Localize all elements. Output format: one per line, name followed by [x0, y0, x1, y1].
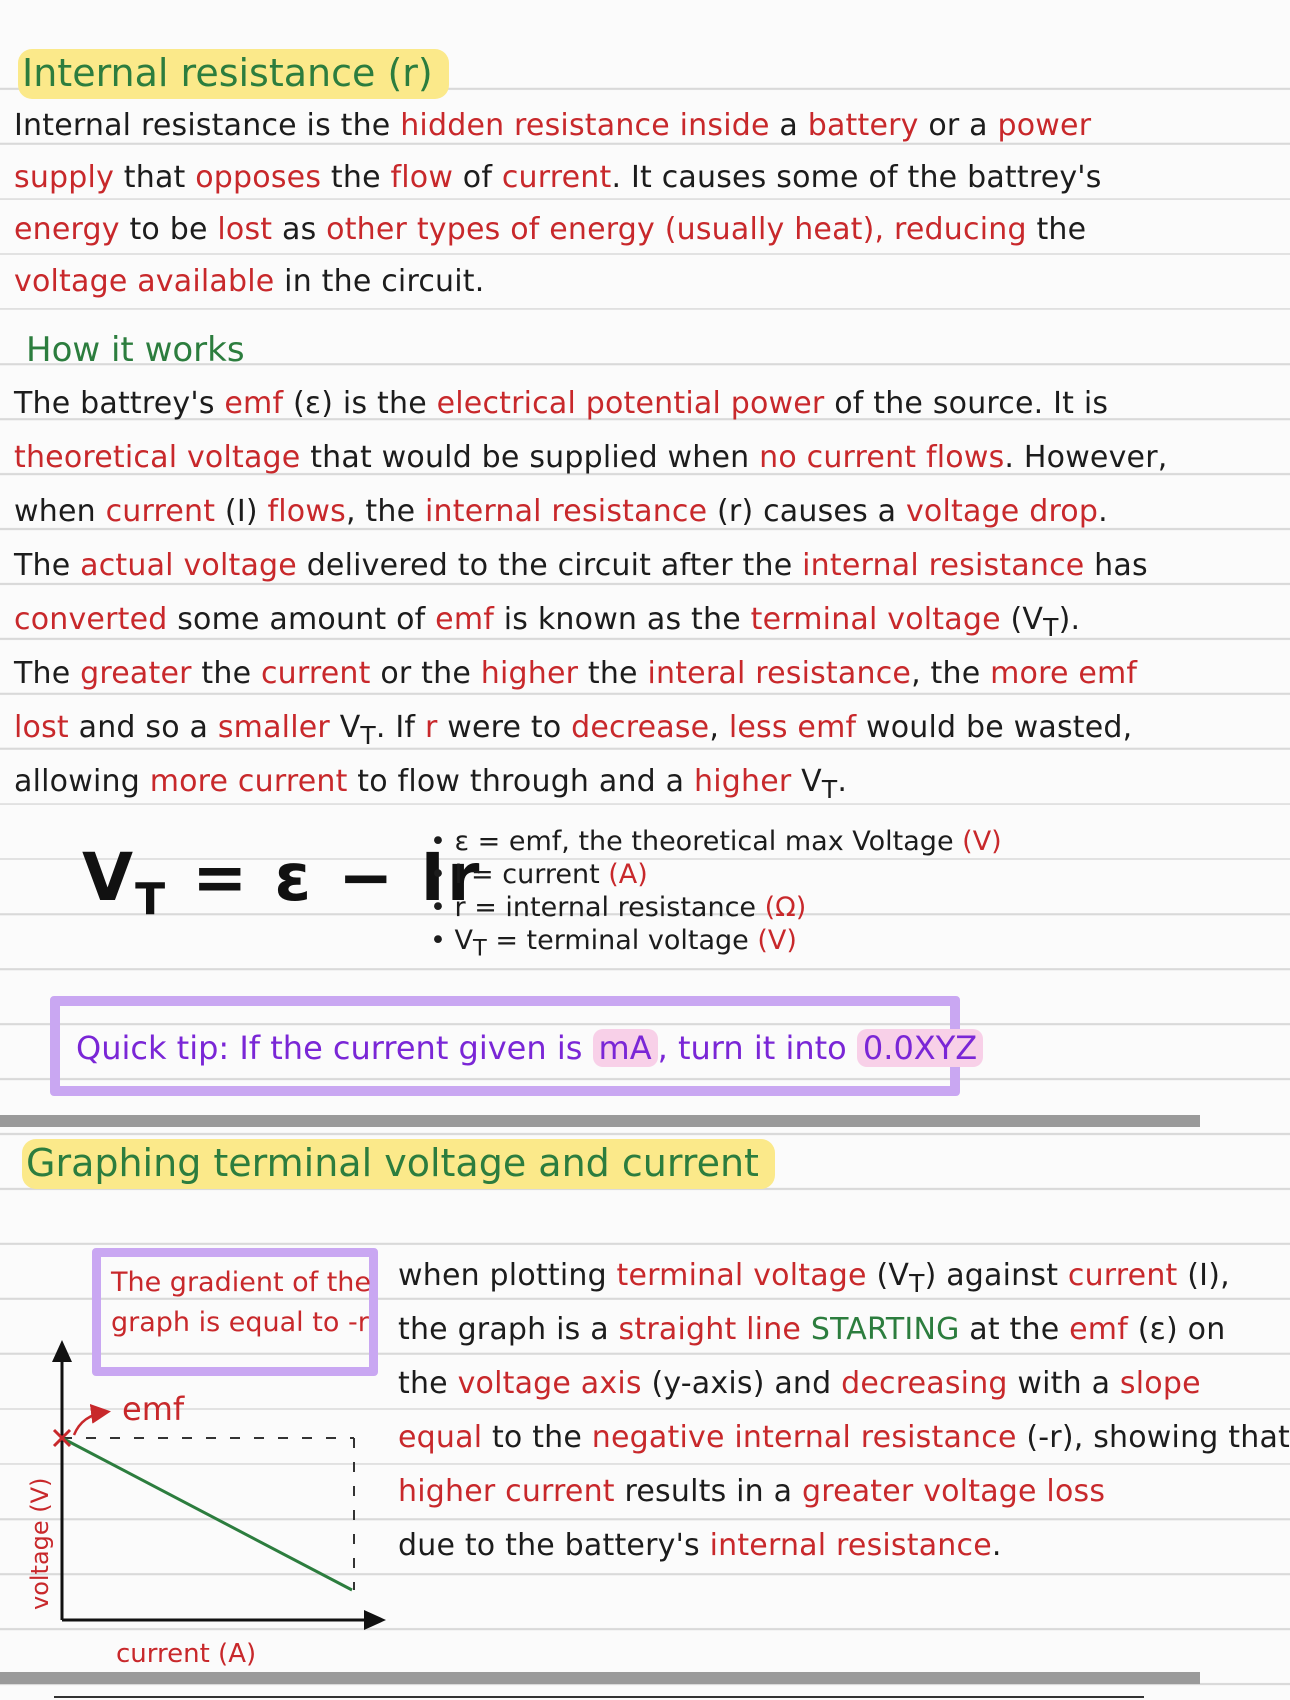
text-run: (ε) is the	[283, 386, 437, 421]
text-line	[398, 1418, 1290, 1458]
key-term: current	[1067, 1258, 1178, 1293]
section-divider	[0, 1672, 1200, 1684]
definition-text: • V	[430, 925, 473, 956]
text-run	[721, 386, 731, 421]
text-run: (-r), showing that	[1016, 1420, 1290, 1455]
quick-tip-prefix: Quick tip: If the current given is	[76, 1029, 593, 1067]
definition-item	[430, 825, 1002, 858]
text-line	[14, 106, 1190, 146]
subheading-how-it-works: How it works	[26, 330, 245, 370]
key-term: emf	[1069, 1312, 1128, 1347]
key-term: emf	[224, 386, 284, 421]
key-term: terminal voltage	[750, 602, 1001, 637]
text-run: in the circuit.	[274, 264, 485, 299]
key-term: greater	[80, 656, 192, 691]
text-line	[14, 762, 1190, 810]
quick-tip-text	[76, 1026, 983, 1070]
text-line	[14, 546, 1190, 586]
text-run: some amount of	[167, 602, 436, 637]
key-term: no current flows	[759, 440, 1005, 475]
x-axis-arrow	[364, 1610, 386, 1630]
key-term: equal	[398, 1420, 483, 1455]
text-run: with a	[1007, 1366, 1120, 1401]
unit-label: (A)	[608, 859, 648, 890]
key-term: more current	[149, 764, 348, 799]
y-axis-arrow	[52, 1340, 72, 1362]
text-line	[14, 600, 1190, 648]
text-run: the	[1026, 212, 1087, 247]
text-run: .	[1098, 494, 1108, 529]
text-run: the	[398, 1366, 458, 1401]
text-line	[14, 384, 1190, 424]
text-run: as	[272, 212, 327, 247]
text-line	[398, 1310, 1226, 1350]
text-run: has	[1084, 548, 1148, 583]
subscript: T	[1043, 613, 1059, 642]
key-term: lost	[217, 212, 273, 247]
text-run: allowing	[14, 764, 150, 799]
text-run: V	[791, 764, 822, 799]
unit-label: (Ω)	[764, 892, 807, 923]
gradient-note-line: The gradient of the	[111, 1267, 372, 1298]
text-run: ).	[1058, 602, 1081, 637]
text-run: (y-axis) and	[641, 1366, 842, 1401]
text-run: . It causes some of the battrey's	[611, 160, 1102, 195]
text-run: The	[14, 548, 81, 583]
key-term: straight line	[618, 1312, 802, 1347]
text-run: when	[14, 494, 106, 529]
voltage-current-line	[62, 1438, 352, 1590]
text-run: , the	[345, 494, 425, 529]
text-run: due to the battery's	[398, 1528, 710, 1563]
key-term: opposes	[195, 160, 322, 195]
text-run: to the	[482, 1420, 592, 1455]
key-term: actual voltage	[80, 548, 297, 583]
text-run: the	[321, 160, 391, 195]
formula-rhs: = ε − Ir	[167, 839, 482, 916]
text-run: were to	[437, 710, 572, 745]
unit-label: (V)	[962, 826, 1002, 857]
subscript: T	[821, 775, 838, 804]
key-term: emf	[435, 602, 495, 637]
key-term: battery	[807, 108, 919, 143]
key-term: power	[730, 386, 825, 421]
definition-item	[430, 858, 1002, 891]
key-term: power	[997, 108, 1092, 143]
text-run: (I),	[1177, 1258, 1230, 1293]
text-line	[398, 1472, 1190, 1512]
text-run: . However,	[1004, 440, 1168, 475]
quick-tip-unit: mA	[593, 1029, 658, 1067]
text-run: V	[329, 710, 361, 745]
section-title-graphing: Graphing terminal voltage and current	[22, 1140, 775, 1186]
text-run: or a	[918, 108, 998, 143]
text-run: (V	[1000, 602, 1044, 637]
text-run: to flow through and a	[347, 764, 694, 799]
x-axis-label: current (A)	[116, 1639, 257, 1669]
text-run: would be wasted,	[856, 710, 1133, 745]
text-line	[14, 210, 1190, 250]
text-run: .	[991, 1528, 1002, 1563]
key-term: internal resistance	[802, 548, 1085, 583]
key-term: higher current	[398, 1474, 615, 1509]
text-line	[14, 708, 1190, 756]
text-line	[398, 1364, 1201, 1404]
quick-tip-box	[50, 996, 978, 1096]
terminal-voltage-formula	[82, 838, 481, 940]
key-term: voltage axis	[457, 1366, 642, 1401]
text-line	[14, 654, 1190, 694]
text-run: the	[578, 656, 648, 691]
text-run: when plotting	[398, 1258, 617, 1293]
key-term: decreasing	[841, 1366, 1008, 1401]
key-term: higher	[693, 764, 792, 799]
definition-text: • ε = emf, the theoretical max Voltage	[430, 826, 963, 857]
quick-tip-middle: , turn it into	[657, 1029, 857, 1067]
text-run: is known as the	[494, 602, 751, 637]
formula-definitions	[430, 825, 1002, 965]
text-run: . If	[375, 710, 425, 745]
text-run: that would be supplied when	[300, 440, 760, 475]
emf-pointer-arrow	[74, 1412, 106, 1435]
key-term: terminal voltage	[616, 1258, 867, 1293]
key-term: slope	[1119, 1366, 1201, 1401]
key-term: flow	[390, 160, 454, 195]
key-term: electrical potential	[436, 386, 721, 421]
text-run: delivered to the circuit after the	[296, 548, 803, 583]
text-run: of	[453, 160, 502, 195]
text-run: (I)	[215, 494, 268, 529]
text-line	[398, 1526, 1190, 1566]
y-axis-label: voltage (V)	[26, 1477, 54, 1610]
text-run: the graph is a	[398, 1312, 619, 1347]
key-term: smaller	[217, 710, 330, 745]
text-run: ,	[709, 710, 729, 745]
subscript: T	[360, 721, 376, 750]
key-term: hidden resistance inside	[400, 108, 770, 143]
key-term: r	[424, 710, 438, 745]
text-line	[14, 262, 1190, 302]
definition-text: • I = current	[430, 859, 609, 890]
definition-item	[430, 924, 1002, 965]
text-run: that	[114, 160, 196, 195]
definition-item	[430, 891, 1002, 924]
text-run: The battrey's	[14, 386, 225, 421]
key-term: more emf	[990, 656, 1138, 691]
key-term: negative internal resistance	[591, 1420, 1017, 1455]
key-term: current	[501, 160, 612, 195]
key-term: lost	[14, 710, 69, 745]
section-title-internal-resistance: Internal resistance (r)	[18, 50, 449, 96]
key-term: greater voltage loss	[801, 1474, 1106, 1509]
formula-lhs-subscript: T	[135, 874, 168, 926]
key-term: current	[105, 494, 216, 529]
emf-label: emf	[122, 1390, 185, 1428]
gradient-note-line: graph is equal to -r	[111, 1307, 369, 1338]
text-run: (V	[866, 1258, 910, 1293]
text-run: (ε) on	[1127, 1312, 1226, 1347]
text-line	[398, 1256, 1230, 1304]
text-run: .	[837, 764, 848, 799]
key-term: voltage available	[14, 264, 275, 299]
key-term: supply	[14, 160, 115, 195]
text-run: of the source. It is	[824, 386, 1109, 421]
text-line	[14, 492, 1190, 532]
text-run: at the	[959, 1312, 1070, 1347]
definition-text: = terminal voltage	[486, 925, 758, 956]
key-term: converted	[14, 602, 168, 637]
subscript: T	[909, 1269, 925, 1298]
key-term: interal resistance	[647, 656, 912, 691]
emphasis-term: STARTING	[810, 1312, 960, 1347]
key-term: internal resistance	[709, 1528, 992, 1563]
formula-lhs: V	[82, 839, 136, 916]
text-run: or the	[370, 656, 481, 691]
quick-tip-value: 0.0XYZ	[857, 1029, 983, 1067]
bottom-rule	[54, 1696, 1144, 1698]
text-run: a	[769, 108, 808, 143]
voltage-current-graph	[10, 1340, 390, 1670]
text-run: The	[14, 656, 81, 691]
key-term: less emf	[728, 710, 857, 745]
text-run: , the	[911, 656, 991, 691]
key-term: energy	[14, 212, 120, 247]
text-run: ) against	[924, 1258, 1068, 1293]
definition-text: • r = internal resistance	[430, 892, 765, 923]
key-term: flows	[267, 494, 346, 529]
key-term: decrease	[571, 710, 710, 745]
text-run: and so a	[68, 710, 218, 745]
key-term: current	[260, 656, 371, 691]
text-run: (r) causes a	[707, 494, 906, 529]
section-divider	[0, 1115, 1200, 1127]
key-term: higher	[480, 656, 579, 691]
key-term: voltage drop	[905, 494, 1099, 529]
key-term: internal resistance	[424, 494, 708, 529]
key-term: theoretical voltage	[14, 440, 301, 475]
text-run: the	[191, 656, 261, 691]
text-line	[14, 158, 1190, 198]
text-run: Internal resistance is the	[14, 108, 401, 143]
key-term: other types of energy (usually heat), reducing	[326, 212, 1027, 247]
subscript: T	[472, 935, 487, 962]
text-run	[801, 1312, 811, 1347]
text-run: results in a	[614, 1474, 802, 1509]
text-run: to be	[119, 212, 218, 247]
text-line	[14, 438, 1190, 478]
unit-label: (V)	[757, 925, 797, 956]
